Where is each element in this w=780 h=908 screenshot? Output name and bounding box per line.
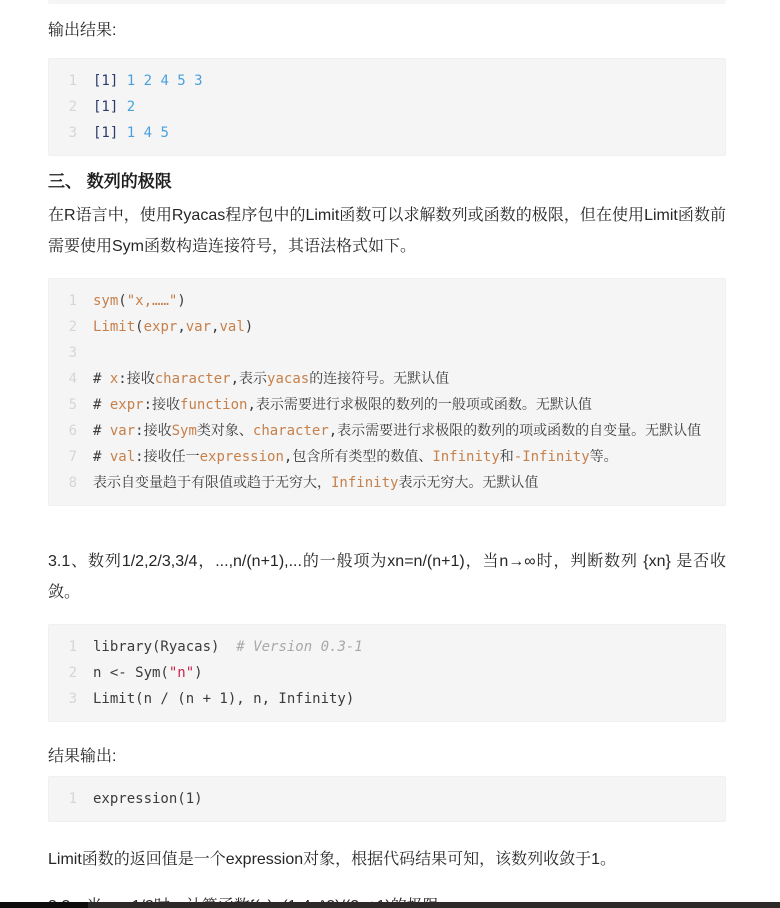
- code-line: [59, 288, 715, 314]
- line-number: 2: [68, 319, 77, 335]
- code-line: [59, 120, 715, 146]
- output-results-label: 输出结果:: [48, 22, 117, 39]
- code-line: [59, 314, 715, 340]
- line-number: 1: [68, 791, 77, 807]
- code-text: [1] 1 2 4 5 3: [93, 73, 203, 89]
- section-heading: 三、 数列的极限: [48, 172, 172, 191]
- code-text: sym("x,……"): [93, 293, 186, 309]
- result-explanation-paragraph: Limit函数的返回值是一个expression对象，根据代码结果可知，该数列收敛于1。: [48, 851, 617, 868]
- code-text: Limit(n / (n + 1), n, Infinity): [93, 691, 355, 707]
- line-number: 4: [68, 371, 77, 387]
- code-line: [59, 366, 715, 392]
- code-line: [59, 470, 715, 496]
- line-number: 6: [68, 423, 77, 439]
- code-text: library(Ryacas) # Version 0.3-1: [93, 639, 363, 655]
- bottom-dark-bar: [0, 902, 780, 908]
- line-number: 8: [68, 475, 77, 491]
- code-text: # x:接收character,表示yacas的连接符号。无默认值: [93, 371, 450, 387]
- line-number: 3: [68, 345, 77, 361]
- code-line: [59, 392, 715, 418]
- line-number: 1: [68, 293, 77, 309]
- code-text: # var:接收Sym类对象、character,表示需要进行求极限的数列的项或函数的自变量。无默认值: [93, 423, 702, 439]
- intro-paragraph: 在R语言中，使用Ryacas程序包中的Limit函数可以求解数列或函数的极限，但在使用Limit函数前需要使用Sym函数构造连接符号，其语法格式如下。: [48, 207, 726, 255]
- code-text: # expr:接收function,表示需要进行求极限的数列的一般项或函数。无默认值: [93, 397, 592, 413]
- code-text: 表示自变量趋于有限值或趋于无穷大，Infinity表示无穷大。无默认值: [93, 475, 539, 491]
- line-number: 3: [68, 125, 77, 141]
- code-line: [59, 686, 715, 712]
- line-number: 5: [68, 397, 77, 413]
- code-line: [59, 660, 715, 686]
- code-text: [1] 2: [93, 99, 136, 115]
- line-number: 3: [68, 691, 77, 707]
- line-number: 2: [68, 99, 77, 115]
- code-block-limit-syntax: [48, 278, 726, 506]
- line-number: 7: [68, 449, 77, 465]
- code-text: Limit(expr,var,val): [93, 319, 254, 335]
- code-block-example-3-1: [48, 624, 726, 722]
- code-line: [59, 68, 715, 94]
- bottom-dark-bar-left-segment: [0, 902, 88, 908]
- paragraph-3-1: 3.1、数列1/2,2/3,3/4，...,n/(n+1),...的一般项为xn=n/(n+1)，当n→∞时，判断数列 {xn} 是否收敛。: [48, 553, 726, 601]
- line-number: 1: [68, 73, 77, 89]
- code-text: expression(1): [93, 791, 203, 807]
- result-output-label: 结果输出:: [48, 748, 117, 765]
- line-number: 2: [68, 665, 77, 681]
- code-line: [59, 94, 715, 120]
- code-line: [59, 444, 715, 470]
- code-text: n <- Sym("n"): [93, 665, 203, 681]
- code-line: [59, 418, 715, 444]
- line-number: 1: [68, 639, 77, 655]
- code-block-console-output: [48, 58, 726, 156]
- code-line: [59, 786, 715, 812]
- code-line: [59, 634, 715, 660]
- previous-code-block-edge: [48, 0, 726, 4]
- code-text: # val:接收任一expression,包含所有类型的数值、Infinity和-Infinity等。: [93, 449, 618, 465]
- code-block-expression-result: [48, 776, 726, 822]
- code-line: [59, 340, 715, 366]
- code-text: [1] 1 4 5: [93, 125, 169, 141]
